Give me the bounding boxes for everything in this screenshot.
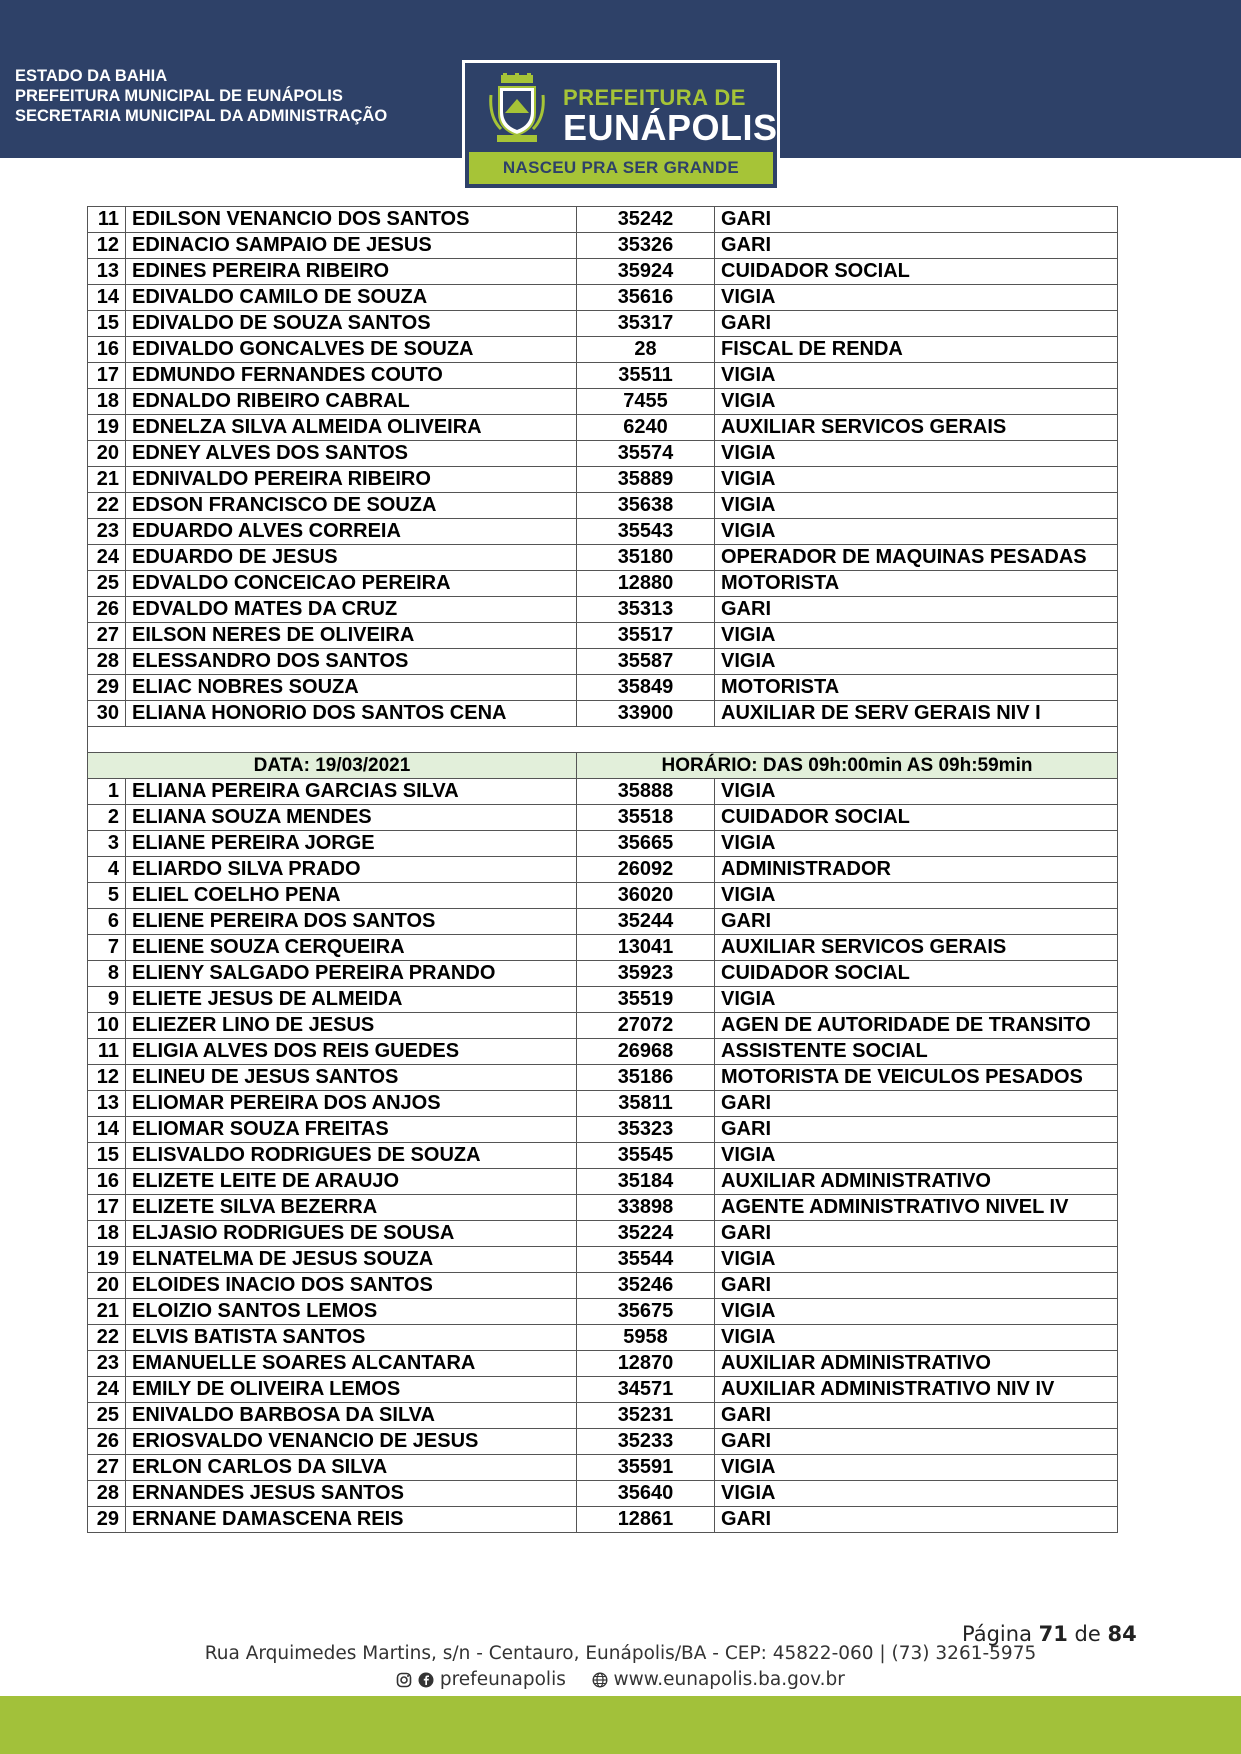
employee-registration: 35313 bbox=[577, 597, 715, 623]
employee-name: EDNEY ALVES DOS SANTOS bbox=[126, 441, 577, 467]
employee-name: EDINACIO SAMPAIO DE JESUS bbox=[126, 233, 577, 259]
employee-role: GARI bbox=[715, 311, 1118, 337]
row-number: 24 bbox=[88, 1376, 126, 1402]
row-number: 7 bbox=[88, 934, 126, 960]
table-row bbox=[88, 986, 1118, 1012]
table-row bbox=[88, 363, 1118, 389]
employee-registration: 35180 bbox=[577, 545, 715, 571]
employee-registration: 35242 bbox=[577, 207, 715, 233]
table-row bbox=[88, 493, 1118, 519]
table-row bbox=[88, 597, 1118, 623]
employee-role: VIGIA bbox=[715, 882, 1118, 908]
table-spacer bbox=[88, 727, 1118, 753]
employee-role: GARI bbox=[715, 1220, 1118, 1246]
row-number: 11 bbox=[88, 207, 126, 233]
row-number: 28 bbox=[88, 649, 126, 675]
employee-name: EDNIVALDO PEREIRA RIBEIRO bbox=[126, 467, 577, 493]
table-row bbox=[88, 1350, 1118, 1376]
header-state: ESTADO DA BAHIA bbox=[15, 67, 168, 85]
employee-registration: 35511 bbox=[577, 363, 715, 389]
employee-registration: 28 bbox=[577, 337, 715, 363]
employee-role: ADMINISTRADOR bbox=[715, 856, 1118, 882]
employee-registration: 35616 bbox=[577, 285, 715, 311]
logo-main-text: EUNÁPOLIS bbox=[563, 107, 778, 148]
row-number: 8 bbox=[88, 960, 126, 986]
employee-name: ELIANA PEREIRA GARCIAS SILVA bbox=[126, 778, 577, 804]
row-number: 26 bbox=[88, 597, 126, 623]
employee-registration: 35326 bbox=[577, 233, 715, 259]
employee-registration: 35544 bbox=[577, 1246, 715, 1272]
employee-role: VIGIA bbox=[715, 830, 1118, 856]
table-row bbox=[88, 1090, 1118, 1116]
row-number: 26 bbox=[88, 1428, 126, 1454]
employee-name: ERNANDES JESUS SANTOS bbox=[126, 1480, 577, 1506]
table-row bbox=[88, 1480, 1118, 1506]
employee-registration: 35811 bbox=[577, 1090, 715, 1116]
page-word: Página bbox=[962, 1622, 1032, 1646]
row-number: 27 bbox=[88, 1454, 126, 1480]
employee-name: EDNELZA SILVA ALMEIDA OLIVEIRA bbox=[126, 415, 577, 441]
employee-role: MOTORISTA bbox=[715, 675, 1118, 701]
logo-slogan: NASCEU PRA SER GRANDE bbox=[469, 152, 773, 184]
employee-name: ELESSANDRO DOS SANTOS bbox=[126, 649, 577, 675]
employee-name: EDUARDO ALVES CORREIA bbox=[126, 519, 577, 545]
employee-registration: 26092 bbox=[577, 856, 715, 882]
employee-name: ELISVALDO RODRIGUES DE SOUZA bbox=[126, 1142, 577, 1168]
employee-name: ELVIS BATISTA SANTOS bbox=[126, 1324, 577, 1350]
employee-name: ELIENE PEREIRA DOS SANTOS bbox=[126, 908, 577, 934]
employee-name: ELIANA HONORIO DOS SANTOS CENA bbox=[126, 701, 577, 727]
row-number: 11 bbox=[88, 1038, 126, 1064]
table-row bbox=[88, 1064, 1118, 1090]
table-row bbox=[88, 1454, 1118, 1480]
employee-name: ELIENE SOUZA CERQUEIRA bbox=[126, 934, 577, 960]
table-row bbox=[88, 649, 1118, 675]
table-row bbox=[88, 389, 1118, 415]
employee-role: GARI bbox=[715, 1506, 1118, 1532]
row-number: 23 bbox=[88, 519, 126, 545]
employee-registration: 35587 bbox=[577, 649, 715, 675]
employee-registration: 12861 bbox=[577, 1506, 715, 1532]
employee-registration: 35889 bbox=[577, 467, 715, 493]
employee-role: GARI bbox=[715, 1402, 1118, 1428]
website-link[interactable]: www.eunapolis.ba.gov.br bbox=[613, 1668, 845, 1690]
employee-name: ELIEL COELHO PENA bbox=[126, 882, 577, 908]
employee-registration: 35849 bbox=[577, 675, 715, 701]
employee-name: EDNALDO RIBEIRO CABRAL bbox=[126, 389, 577, 415]
row-number: 20 bbox=[88, 441, 126, 467]
row-number: 15 bbox=[88, 1142, 126, 1168]
row-number: 9 bbox=[88, 986, 126, 1012]
employee-name: ELIZETE SILVA BEZERRA bbox=[126, 1194, 577, 1220]
row-number: 27 bbox=[88, 623, 126, 649]
row-number: 20 bbox=[88, 1272, 126, 1298]
employee-registration: 13041 bbox=[577, 934, 715, 960]
employee-registration: 35244 bbox=[577, 908, 715, 934]
employee-registration: 35224 bbox=[577, 1220, 715, 1246]
table-row bbox=[88, 1194, 1118, 1220]
employee-role: VIGIA bbox=[715, 1142, 1118, 1168]
table-row bbox=[88, 804, 1118, 830]
table-row bbox=[88, 1324, 1118, 1350]
row-number: 6 bbox=[88, 908, 126, 934]
row-number: 5 bbox=[88, 882, 126, 908]
table-row bbox=[88, 311, 1118, 337]
employee-name: EMANUELLE SOARES ALCANTARA bbox=[126, 1350, 577, 1376]
schedule-date: DATA: 19/03/2021 bbox=[88, 752, 577, 778]
employee-role: VIGIA bbox=[715, 623, 1118, 649]
table-row bbox=[88, 830, 1118, 856]
schedule-time: HORÁRIO: DAS 09h:00min AS 09h:59min bbox=[577, 752, 1118, 778]
row-number: 24 bbox=[88, 545, 126, 571]
logo-top-text: PREFEITURA DE bbox=[563, 85, 746, 110]
row-number: 21 bbox=[88, 1298, 126, 1324]
employee-name: ENIVALDO BARBOSA DA SILVA bbox=[126, 1402, 577, 1428]
employee-role: AUXILIAR SERVICOS GERAIS bbox=[715, 415, 1118, 441]
table-row bbox=[88, 1116, 1118, 1142]
employee-name: ELJASIO RODRIGUES DE SOUSA bbox=[126, 1220, 577, 1246]
table-row bbox=[88, 778, 1118, 804]
employee-registration: 35517 bbox=[577, 623, 715, 649]
row-number: 13 bbox=[88, 259, 126, 285]
table-row bbox=[88, 856, 1118, 882]
employee-role: VIGIA bbox=[715, 1480, 1118, 1506]
employee-table bbox=[87, 206, 1118, 1533]
employee-name: ELIOMAR PEREIRA DOS ANJOS bbox=[126, 1090, 577, 1116]
employee-name: ELIARDO SILVA PRADO bbox=[126, 856, 577, 882]
employee-registration: 35231 bbox=[577, 1402, 715, 1428]
table-row bbox=[88, 1298, 1118, 1324]
employee-name: EDUARDO DE JESUS bbox=[126, 545, 577, 571]
row-number: 17 bbox=[88, 363, 126, 389]
employee-registration: 35543 bbox=[577, 519, 715, 545]
employee-name: EDIVALDO CAMILO DE SOUZA bbox=[126, 285, 577, 311]
employee-name: ELIANA SOUZA MENDES bbox=[126, 804, 577, 830]
table-row bbox=[88, 415, 1118, 441]
table-row bbox=[88, 701, 1118, 727]
row-number: 1 bbox=[88, 778, 126, 804]
employee-role: MOTORISTA bbox=[715, 571, 1118, 597]
table-row bbox=[88, 519, 1118, 545]
employee-role: AGENTE ADMINISTRATIVO NIVEL IV bbox=[715, 1194, 1118, 1220]
employee-role: VIGIA bbox=[715, 649, 1118, 675]
employee-name: EMILY DE OLIVEIRA LEMOS bbox=[126, 1376, 577, 1402]
employee-name: ELOIDES INACIO DOS SANTOS bbox=[126, 1272, 577, 1298]
footer-social bbox=[0, 1668, 1241, 1690]
employee-role: VIGIA bbox=[715, 467, 1118, 493]
row-number: 13 bbox=[88, 1090, 126, 1116]
employee-registration: 35233 bbox=[577, 1428, 715, 1454]
row-number: 29 bbox=[88, 1506, 126, 1532]
table-row bbox=[88, 623, 1118, 649]
employee-name: ELIENY SALGADO PEREIRA PRANDO bbox=[126, 960, 577, 986]
instagram-icon bbox=[396, 1669, 412, 1690]
employee-name: ERIOSVALDO VENANCIO DE JESUS bbox=[126, 1428, 577, 1454]
employee-name: ELIETE JESUS DE ALMEIDA bbox=[126, 986, 577, 1012]
row-number: 12 bbox=[88, 1064, 126, 1090]
employee-role: GARI bbox=[715, 1272, 1118, 1298]
row-number: 17 bbox=[88, 1194, 126, 1220]
employee-role: GARI bbox=[715, 597, 1118, 623]
table-row bbox=[88, 1376, 1118, 1402]
facebook-icon bbox=[418, 1669, 434, 1690]
employee-role: CUIDADOR SOCIAL bbox=[715, 804, 1118, 830]
employee-role: GARI bbox=[715, 1090, 1118, 1116]
employee-name: EDIVALDO GONCALVES DE SOUZA bbox=[126, 337, 577, 363]
table-section-2 bbox=[88, 778, 1118, 1532]
employee-role: GARI bbox=[715, 233, 1118, 259]
row-number: 22 bbox=[88, 493, 126, 519]
section-2-header bbox=[88, 752, 1118, 778]
employee-registration: 35184 bbox=[577, 1168, 715, 1194]
employee-role: VIGIA bbox=[715, 778, 1118, 804]
employee-registration: 27072 bbox=[577, 1012, 715, 1038]
employee-name: EILSON NERES DE OLIVEIRA bbox=[126, 623, 577, 649]
employee-role: VIGIA bbox=[715, 389, 1118, 415]
table-row bbox=[88, 233, 1118, 259]
row-number: 23 bbox=[88, 1350, 126, 1376]
row-number: 25 bbox=[88, 1402, 126, 1428]
prefecture-logo bbox=[462, 60, 780, 191]
header-text bbox=[15, 66, 387, 126]
table-row bbox=[88, 1246, 1118, 1272]
employee-registration: 33900 bbox=[577, 701, 715, 727]
table-row bbox=[88, 1038, 1118, 1064]
employee-role: GARI bbox=[715, 908, 1118, 934]
employee-role: MOTORISTA DE VEICULOS PESADOS bbox=[715, 1064, 1118, 1090]
employee-role: AGEN DE AUTORIDADE DE TRANSITO bbox=[715, 1012, 1118, 1038]
employee-registration: 35638 bbox=[577, 493, 715, 519]
footer-address: Rua Arquimedes Martins, s/n - Centauro, Eunápolis/BA - CEP: 45822-060 | (73) 3261-5975 bbox=[204, 1643, 1037, 1664]
employee-registration: 35640 bbox=[577, 1480, 715, 1506]
employee-registration: 35591 bbox=[577, 1454, 715, 1480]
row-number: 18 bbox=[88, 1220, 126, 1246]
employee-role: AUXILIAR SERVICOS GERAIS bbox=[715, 934, 1118, 960]
row-number: 14 bbox=[88, 1116, 126, 1142]
row-number: 21 bbox=[88, 467, 126, 493]
employee-role: GARI bbox=[715, 207, 1118, 233]
employee-name: ELIANE PEREIRA JORGE bbox=[126, 830, 577, 856]
coat-of-arms-icon bbox=[487, 73, 547, 145]
table-section-1 bbox=[88, 207, 1118, 727]
employee-role: FISCAL DE RENDA bbox=[715, 337, 1118, 363]
employee-registration: 35519 bbox=[577, 986, 715, 1012]
table-row bbox=[88, 571, 1118, 597]
table-row bbox=[88, 960, 1118, 986]
employee-registration: 6240 bbox=[577, 415, 715, 441]
employee-registration: 7455 bbox=[577, 389, 715, 415]
employee-role: VIGIA bbox=[715, 1454, 1118, 1480]
row-number: 2 bbox=[88, 804, 126, 830]
employee-registration: 5958 bbox=[577, 1324, 715, 1350]
page-current: 71 bbox=[1038, 1622, 1068, 1646]
employee-registration: 35317 bbox=[577, 311, 715, 337]
row-number: 22 bbox=[88, 1324, 126, 1350]
employee-name: ERLON CARLOS DA SILVA bbox=[126, 1454, 577, 1480]
employee-role: AUXILIAR ADMINISTRATIVO bbox=[715, 1350, 1118, 1376]
table-row bbox=[88, 1168, 1118, 1194]
footer-bar bbox=[0, 1696, 1241, 1754]
employee-registration: 12870 bbox=[577, 1350, 715, 1376]
table-row bbox=[88, 1142, 1118, 1168]
employee-registration: 35675 bbox=[577, 1298, 715, 1324]
employee-registration: 35665 bbox=[577, 830, 715, 856]
employee-registration: 35924 bbox=[577, 259, 715, 285]
employee-role: VIGIA bbox=[715, 986, 1118, 1012]
employee-role: CUIDADOR SOCIAL bbox=[715, 960, 1118, 986]
table-row bbox=[88, 934, 1118, 960]
header-prefecture: PREFEITURA MUNICIPAL DE EUNÁPOLIS bbox=[15, 87, 343, 105]
employee-role: GARI bbox=[715, 1116, 1118, 1142]
row-number: 29 bbox=[88, 675, 126, 701]
employee-registration: 35888 bbox=[577, 778, 715, 804]
employee-name: ERNANE DAMASCENA REIS bbox=[126, 1506, 577, 1532]
employee-role: CUIDADOR SOCIAL bbox=[715, 259, 1118, 285]
row-number: 18 bbox=[88, 389, 126, 415]
employee-registration: 33898 bbox=[577, 1194, 715, 1220]
employee-name: EDILSON VENANCIO DOS SANTOS bbox=[126, 207, 577, 233]
table-row bbox=[88, 441, 1118, 467]
employee-role: VIGIA bbox=[715, 519, 1118, 545]
row-number: 12 bbox=[88, 233, 126, 259]
row-number: 30 bbox=[88, 701, 126, 727]
employee-role: VIGIA bbox=[715, 1246, 1118, 1272]
employee-name: EDVALDO CONCEICAO PEREIRA bbox=[126, 571, 577, 597]
employee-name: EDMUNDO FERNANDES COUTO bbox=[126, 363, 577, 389]
table-row bbox=[88, 259, 1118, 285]
table-row bbox=[88, 1012, 1118, 1038]
employee-registration: 12880 bbox=[577, 571, 715, 597]
header-secretariat: SECRETARIA MUNICIPAL DA ADMINISTRAÇÃO bbox=[15, 107, 388, 125]
employee-role: GARI bbox=[715, 1428, 1118, 1454]
employee-role: AUXILIAR ADMINISTRATIVO NIV IV bbox=[715, 1376, 1118, 1402]
table-row bbox=[88, 1272, 1118, 1298]
employee-name: ELIZETE LEITE DE ARAUJO bbox=[126, 1168, 577, 1194]
table-row bbox=[88, 908, 1118, 934]
table-row bbox=[88, 545, 1118, 571]
employee-name: ELIGIA ALVES DOS REIS GUEDES bbox=[126, 1038, 577, 1064]
table-row bbox=[88, 1506, 1118, 1532]
row-number: 19 bbox=[88, 1246, 126, 1272]
table-row bbox=[88, 882, 1118, 908]
employee-role: AUXILIAR ADMINISTRATIVO bbox=[715, 1168, 1118, 1194]
employee-registration: 35923 bbox=[577, 960, 715, 986]
employee-role: AUXILIAR DE SERV GERAIS NIV I bbox=[715, 701, 1118, 727]
row-number: 4 bbox=[88, 856, 126, 882]
row-number: 16 bbox=[88, 1168, 126, 1194]
row-number: 25 bbox=[88, 571, 126, 597]
employee-name: EDVALDO MATES DA CRUZ bbox=[126, 597, 577, 623]
employee-role: VIGIA bbox=[715, 363, 1118, 389]
employee-registration: 34571 bbox=[577, 1376, 715, 1402]
row-number: 16 bbox=[88, 337, 126, 363]
row-number: 15 bbox=[88, 311, 126, 337]
employee-name: EDIVALDO DE SOUZA SANTOS bbox=[126, 311, 577, 337]
globe-icon bbox=[592, 1669, 608, 1690]
social-handle[interactable]: prefeunapolis bbox=[439, 1668, 566, 1690]
row-number: 28 bbox=[88, 1480, 126, 1506]
table-row bbox=[88, 207, 1118, 233]
employee-role: VIGIA bbox=[715, 1324, 1118, 1350]
employee-role: VIGIA bbox=[715, 1298, 1118, 1324]
employee-role: ASSISTENTE SOCIAL bbox=[715, 1038, 1118, 1064]
table-row bbox=[88, 285, 1118, 311]
employee-role: VIGIA bbox=[715, 285, 1118, 311]
employee-name: EDINES PEREIRA RIBEIRO bbox=[126, 259, 577, 285]
employee-role: VIGIA bbox=[715, 441, 1118, 467]
employee-name: ELNATELMA DE JESUS SOUZA bbox=[126, 1246, 577, 1272]
row-number: 19 bbox=[88, 415, 126, 441]
employee-role: VIGIA bbox=[715, 493, 1118, 519]
employee-registration: 35574 bbox=[577, 441, 715, 467]
table-row bbox=[88, 1428, 1118, 1454]
employee-name: ELOIZIO SANTOS LEMOS bbox=[126, 1298, 577, 1324]
employee-role: OPERADOR DE MAQUINAS PESADAS bbox=[715, 545, 1118, 571]
employee-registration: 35246 bbox=[577, 1272, 715, 1298]
row-number: 14 bbox=[88, 285, 126, 311]
employee-registration: 35186 bbox=[577, 1064, 715, 1090]
table-row bbox=[88, 467, 1118, 493]
page-of: de bbox=[1074, 1622, 1101, 1646]
employee-name: ELINEU DE JESUS SANTOS bbox=[126, 1064, 577, 1090]
table-row bbox=[88, 337, 1118, 363]
page-total: 84 bbox=[1107, 1622, 1137, 1646]
row-number: 10 bbox=[88, 1012, 126, 1038]
employee-registration: 35545 bbox=[577, 1142, 715, 1168]
employee-registration: 36020 bbox=[577, 882, 715, 908]
table-row bbox=[88, 675, 1118, 701]
row-number: 3 bbox=[88, 830, 126, 856]
table-row bbox=[88, 1220, 1118, 1246]
table-row bbox=[88, 1402, 1118, 1428]
employee-name: ELIEZER LINO DE JESUS bbox=[126, 1012, 577, 1038]
employee-registration: 26968 bbox=[577, 1038, 715, 1064]
employee-name: ELIAC NOBRES SOUZA bbox=[126, 675, 577, 701]
employee-registration: 35323 bbox=[577, 1116, 715, 1142]
employee-registration: 35518 bbox=[577, 804, 715, 830]
employee-name: ELIOMAR SOUZA FREITAS bbox=[126, 1116, 577, 1142]
employee-name: EDSON FRANCISCO DE SOUZA bbox=[126, 493, 577, 519]
